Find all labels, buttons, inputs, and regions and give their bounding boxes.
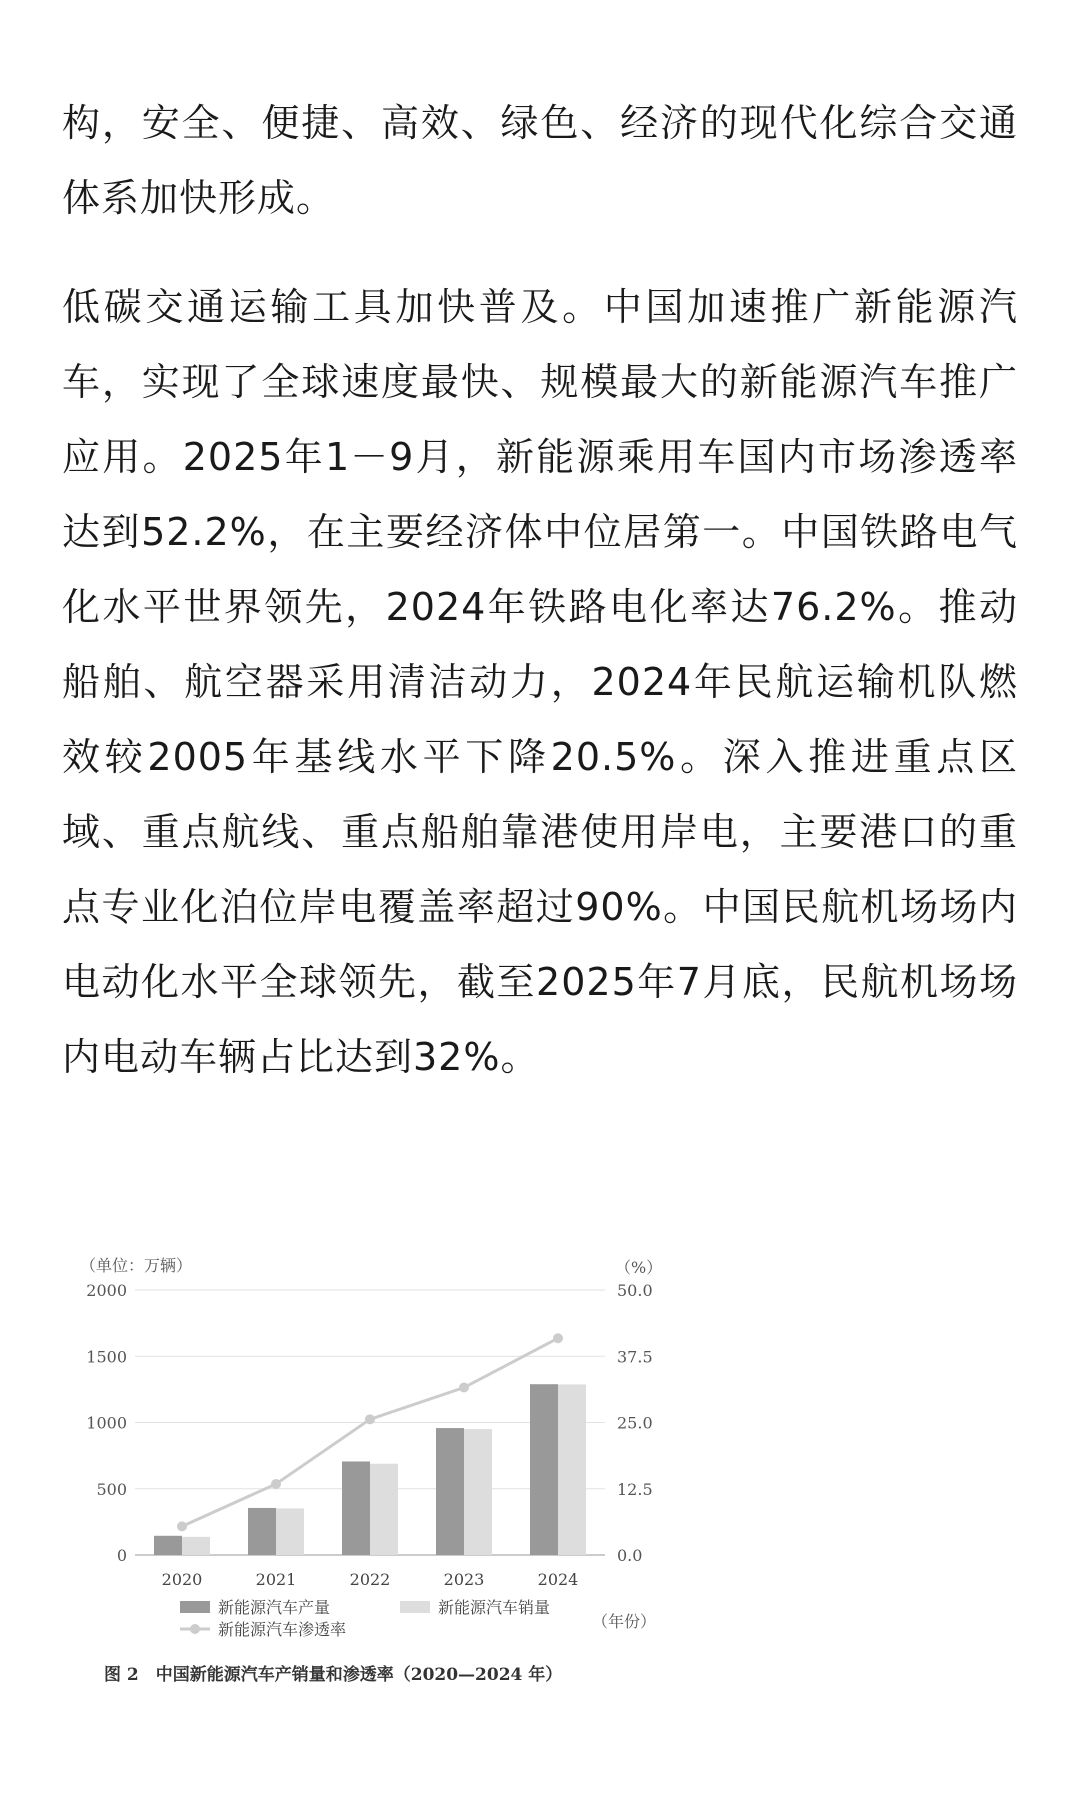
x-axis-unit-label: （年份）: [592, 1612, 657, 1631]
article-body: [62, 86, 1018, 1095]
bar-sales: [182, 1537, 210, 1555]
penetration-point: [553, 1333, 563, 1343]
left-tick-label: 1000: [86, 1413, 127, 1433]
left-axis-unit-label: （单位：万辆）: [80, 1256, 193, 1275]
chart-svg: [60, 1215, 760, 1655]
right-tick-label: 25.0: [617, 1413, 653, 1433]
x-tick-label: 2022: [349, 1570, 391, 1589]
penetration-point: [459, 1383, 469, 1393]
bar-production: [530, 1384, 558, 1555]
bar-production: [342, 1461, 370, 1555]
right-tick-label: 37.5: [617, 1347, 653, 1367]
legend-label-production: 新能源汽车产量: [218, 1598, 331, 1617]
x-tick-label: 2023: [443, 1570, 485, 1589]
legend-swatch-sales: [400, 1601, 430, 1613]
left-axis-ticks: [86, 1281, 127, 1565]
figure-chart: [60, 1215, 760, 1735]
right-axis-unit-label: （%）: [615, 1258, 663, 1277]
right-tick-label: 12.5: [617, 1479, 653, 1499]
bar-production: [154, 1536, 182, 1555]
left-tick-label: 500: [96, 1479, 127, 1499]
left-tick-label: 0: [116, 1546, 127, 1565]
legend-label-sales: 新能源汽车销量: [438, 1598, 551, 1617]
figure-caption: 图 2 中国新能源汽车产销量和渗透率（2020—2024 年）: [104, 1665, 563, 1685]
left-tick-label: 2000: [86, 1281, 127, 1300]
bar-production: [436, 1428, 464, 1555]
bar-sales: [370, 1464, 398, 1555]
bar-sales: [464, 1429, 492, 1555]
x-tick-label: 2021: [255, 1570, 297, 1589]
chart-legend: [180, 1598, 550, 1639]
paragraph-2: 低碳交通运输工具加快普及。中国加速推广新能源汽车，实现了全球速度最快、规模最大的新能源汽车推广应用。2025年1－9月，新能源乘用车国内市场渗透率达到52.2%，在主要经济体中位居第一。中国铁路电气化水平世界领先，2024年铁路电化率达76.2%。推动船舶、航空器采用清洁动力，2024年民航运输机队燃效较2005年基线水平下降20.5%。深入推进重点区域、重点航线、重点船舶靠港使用岸电，主要港口的重点专业化泊位岸电覆盖率超过90%。中国民航机场场内电动化水平全球领先，截至2025年7月底，民航机场场内电动车辆占比达到32%。: [62, 285, 1018, 1079]
x-axis-ticks: [162, 1570, 579, 1589]
penetration-point: [271, 1479, 281, 1489]
bar-production: [248, 1508, 276, 1555]
right-tick-label: 0.0: [617, 1546, 643, 1565]
penetration-point: [177, 1521, 187, 1531]
right-axis-ticks: [617, 1281, 653, 1565]
right-tick-label: 50.0: [617, 1281, 653, 1300]
chart-bars: [154, 1384, 586, 1555]
penetration-point: [365, 1414, 375, 1424]
legend-label-penetration: 新能源汽车渗透率: [218, 1620, 347, 1639]
left-tick-label: 1500: [86, 1347, 127, 1367]
legend-swatch-penetration-dot: [190, 1624, 200, 1634]
x-tick-label: 2024: [537, 1570, 579, 1589]
paragraph-1: 构，安全、便捷、高效、绿色、经济的现代化综合交通体系加快形成。: [62, 101, 1018, 220]
bar-sales: [558, 1384, 586, 1555]
bar-sales: [276, 1508, 304, 1555]
x-tick-label: 2020: [161, 1570, 203, 1589]
legend-swatch-production: [180, 1601, 210, 1613]
